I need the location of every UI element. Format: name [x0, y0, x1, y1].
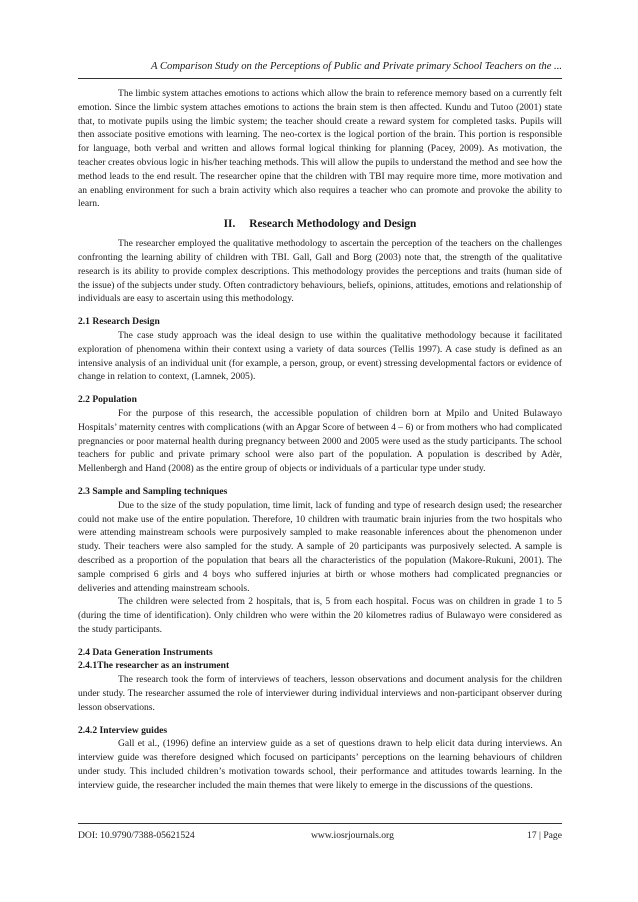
running-title: A Comparison Study on the Perceptions of Public and Private primary School Teachers on the ...: [151, 61, 562, 72]
researcher-instrument-heading: 2.4.1The researcher as an instrument: [78, 660, 230, 672]
section-intro-paragraph: The researcher employed the qualitative methodology to ascertain the perception of the teachers on the challenges confronting the learning ability of children with TBI. Gall, Gall and Borg (2003) note that, the strength of the qualitative research is its ability to provide complex descriptions. This methodology provides the perceptions and traits (human side of the issue) of the subjects under study. Often contradictory behaviours, beliefs, opinions, attitudes, emotions and relationship of individuals are easy to ascertain using this methodology.: [78, 238, 562, 305]
running-header: [78, 60, 562, 79]
page-footer: [78, 823, 562, 844]
section-heading: [78, 218, 562, 231]
intro-paragraph: The limbic system attaches emotions to actions which allow the brain to reference memory based on a currently felt emotion. Since the limbic system attaches emotions to actions the brain stem is then affected. Kundu and Tutoo (2001) state that, to motivate pupils using the limbic system; the teacher should create a reward system for completed tasks. Pupils will then associate positive emotions with learning. The neo-cortex is the logical portion of the brain. This portion is responsible for language, both verbal and written and allows formal logical thinking for planning (Pacey, 2009). As motivation, the teacher creates obvious logic in his/her teaching methods. This will allow the pupils to understand the method and see how the method leads to the end result. The researcher opine that the children with TBI may require more time, more motivation and an enabling environment for such a brain activity which also requires a teacher who can promote and provoke the ability to learn.: [78, 88, 562, 210]
interview-guides-paragraph: Gall et al., (1996) define an interview guide as a set of questions drawn to help elicit data during interviews. An interview guide was therefore designed which focused on participants’ perceptions on the learning behaviours of children under study. This included children’s motivation towards school, their performance and attitudes towards learning. In the interview guide, the researcher included the main themes that were likely to emerge in the discussions of the questions.: [78, 738, 562, 791]
interview-guides-heading: 2.4.2 Interview guides: [78, 724, 168, 736]
researcher-instrument-paragraph: The research took the form of interviews of teachers, lesson observations and document analysis for the children under study. The researcher assumed the role of interviewer during individual interviews and non-participant observer during lesson observations.: [78, 674, 562, 713]
article-body: [78, 87, 562, 793]
research-design-heading: 2.1 Research Design: [78, 316, 160, 328]
population-heading: 2.2 Population: [78, 394, 137, 406]
section-number: II.: [223, 218, 236, 231]
sampling-heading: 2.3 Sample and Sampling techniques: [78, 485, 228, 497]
population-paragraph: For the purpose of this research, the accessible population of children born at Mpilo and United Bulawayo Hospitals’ maternity centres with complications (with an Apgar Score of between 4 – 6) or from mothers who had complicated pregnancies or poor maternal health during pregnancy between 2000 and 2005 were used as the study participants. The school teachers for public and private primary school were also part of the population. A population is described by Adèr, Mellenbergh and Hand (2008) as the entire group of objects or individuals of a particular type under study.: [78, 407, 562, 475]
section-title: Research Methodology and Design: [249, 218, 417, 231]
research-design-paragraph: The case study approach was the ideal design to use within the qualitative methodology because it facilitated exploration of phenomena within their context using a variety of data sources (Tellis 1997). A case study is defined as an intensive analysis of an individual unit (for example, a person, group, or event) stressing developmental factors or evidence of change in relation to context, (Lamnek, 2005).: [78, 329, 562, 383]
footer-doi: DOI: 10.9790/7388-05621524: [78, 830, 195, 841]
data-generation-heading: 2.4 Data Generation Instruments: [78, 646, 213, 658]
footer-page-number: 17 | Page: [527, 830, 562, 841]
footer-journal-url[interactable]: www.iosrjournals.org: [311, 830, 394, 841]
sampling-paragraph-1: Due to the size of the study population, time limit, lack of funding and type of research design used; the researcher could not make use of the entire population. Therefore, 10 children with traumatic brain injuries from the two hospitals who were attending mainstream schools were purposively sampled to make reasonable inferences about the phenomenon under study. Their teachers were also sampled for the study. A sample of 20 participants was purposively selected. A sample is described as a proportion of the population that bears all the characteristics of the population (Makore-Rukuni, 2001). The sample comprised 6 girls and 4 boys who suffered injuries at birth or whose mothers had complicated pregnancies or deliveries and attending mainstream schools.: [78, 499, 562, 594]
sampling-paragraph-2: The children were selected from 2 hospitals, that is, 5 from each hospital. Focus was on children in grade 1 to 5 (during the time of identification). Only children who were within the 20 kilometres radius of Bulawayo were considered as the study participants.: [78, 596, 562, 635]
